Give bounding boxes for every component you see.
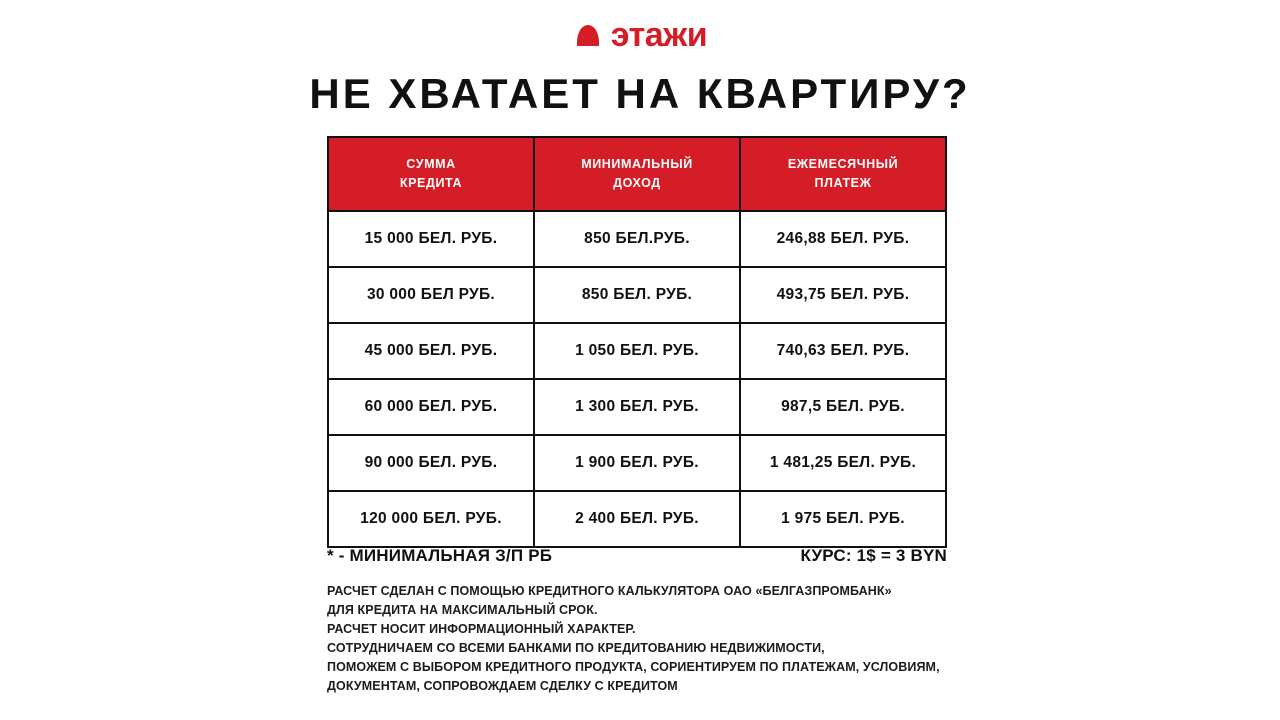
cell-monthly-payment: 493,75 БЕЛ. РУБ. <box>740 267 946 323</box>
fineprint-line: РАСЧЕТ СДЕЛАН С ПОМОЩЬЮ КРЕДИТНОГО КАЛЬКУЛЯТОРА ОАО «БЕЛГАЗПРОМБАНК» <box>327 584 892 598</box>
cell-credit-sum: 15 000 БЕЛ. РУБ. <box>328 211 534 267</box>
cell-monthly-payment: 987,5 БЕЛ. РУБ. <box>740 379 946 435</box>
brand-header <box>0 18 1280 52</box>
cell-credit-sum: 30 000 БЕЛ РУБ. <box>328 267 534 323</box>
note-minimum-salary: * - МИНИМАЛЬНАЯ З/П РБ <box>327 546 553 565</box>
cell-credit-sum: 120 000 БЕЛ. РУБ. <box>328 491 534 547</box>
cell-min-income: 850 БЕЛ.РУБ. <box>534 211 740 267</box>
column-header-credit-sum <box>328 137 534 211</box>
fineprint-line: ПОМОЖЕМ С ВЫБОРОМ КРЕДИТНОГО ПРОДУКТА, СОРИЕНТИРУЕМ ПО ПЛАТЕЖАМ, УСЛОВИЯМ, <box>327 660 940 674</box>
cell-min-income: 850 БЕЛ. РУБ. <box>534 267 740 323</box>
note-exchange-rate: КУРС: 1$ = 3 BYN <box>800 546 947 565</box>
cell-monthly-payment: 1 975 БЕЛ. РУБ. <box>740 491 946 547</box>
column-header-line-2: ДОХОД <box>613 176 661 190</box>
column-header-line-2: ПЛАТЕЖ <box>814 176 872 190</box>
cell-monthly-payment: 1 481,25 БЕЛ. РУБ. <box>740 435 946 491</box>
fineprint-line: СОТРУДНИЧАЕМ СО ВСЕМИ БАНКАМИ ПО КРЕДИТОВАНИЮ НЕДВИЖИМОСТИ, <box>327 641 825 655</box>
table-row <box>328 267 946 323</box>
cell-min-income: 1 300 БЕЛ. РУБ. <box>534 379 740 435</box>
cell-credit-sum: 45 000 БЕЛ. РУБ. <box>328 323 534 379</box>
cell-credit-sum: 90 000 БЕЛ. РУБ. <box>328 435 534 491</box>
fineprint-line: РАСЧЕТ НОСИТ ИНФОРМАЦИОННЫЙ ХАРАКТЕР. <box>327 622 636 636</box>
column-header-min-income <box>534 137 740 211</box>
table-row <box>328 491 946 547</box>
credit-table <box>327 136 947 548</box>
brand-logo-text: этажи <box>610 16 708 54</box>
table-header-row <box>328 137 946 211</box>
brand-logo <box>573 18 707 52</box>
column-header-monthly-payment <box>740 137 946 211</box>
table-notes <box>327 546 947 566</box>
table-row <box>328 435 946 491</box>
cell-monthly-payment: 740,63 БЕЛ. РУБ. <box>740 323 946 379</box>
cell-monthly-payment: 246,88 БЕЛ. РУБ. <box>740 211 946 267</box>
fineprint-line: ДОКУМЕНТАМ, СОПРОВОЖДАЕМ СДЕЛКУ С КРЕДИТОМ <box>327 679 678 693</box>
column-header-line-1: ЕЖЕМЕСЯЧНЫЙ <box>787 157 899 172</box>
fineprint-block <box>327 582 967 696</box>
cell-credit-sum: 60 000 БЕЛ. РУБ. <box>328 379 534 435</box>
table-body <box>328 211 946 547</box>
column-header-line-1: СУММА <box>406 157 456 172</box>
table-head <box>328 137 946 211</box>
column-header-line-1: МИНИМАЛЬНЫЙ <box>581 157 693 172</box>
fineprint-line: ДЛЯ КРЕДИТА НА МАКСИМАЛЬНЫЙ СРОК. <box>327 603 598 617</box>
table-row <box>328 211 946 267</box>
credit-table-wrapper <box>327 136 947 548</box>
cell-min-income: 1 900 БЕЛ. РУБ. <box>534 435 740 491</box>
house-roof-icon <box>573 22 603 48</box>
table-row <box>328 379 946 435</box>
column-header-line-2: КРЕДИТА <box>399 176 463 190</box>
cell-min-income: 2 400 БЕЛ. РУБ. <box>534 491 740 547</box>
table-row <box>328 323 946 379</box>
cell-min-income: 1 050 БЕЛ. РУБ. <box>534 323 740 379</box>
page-title: НЕ ХВАТАЕТ НА КВАРТИРУ? <box>309 70 971 117</box>
